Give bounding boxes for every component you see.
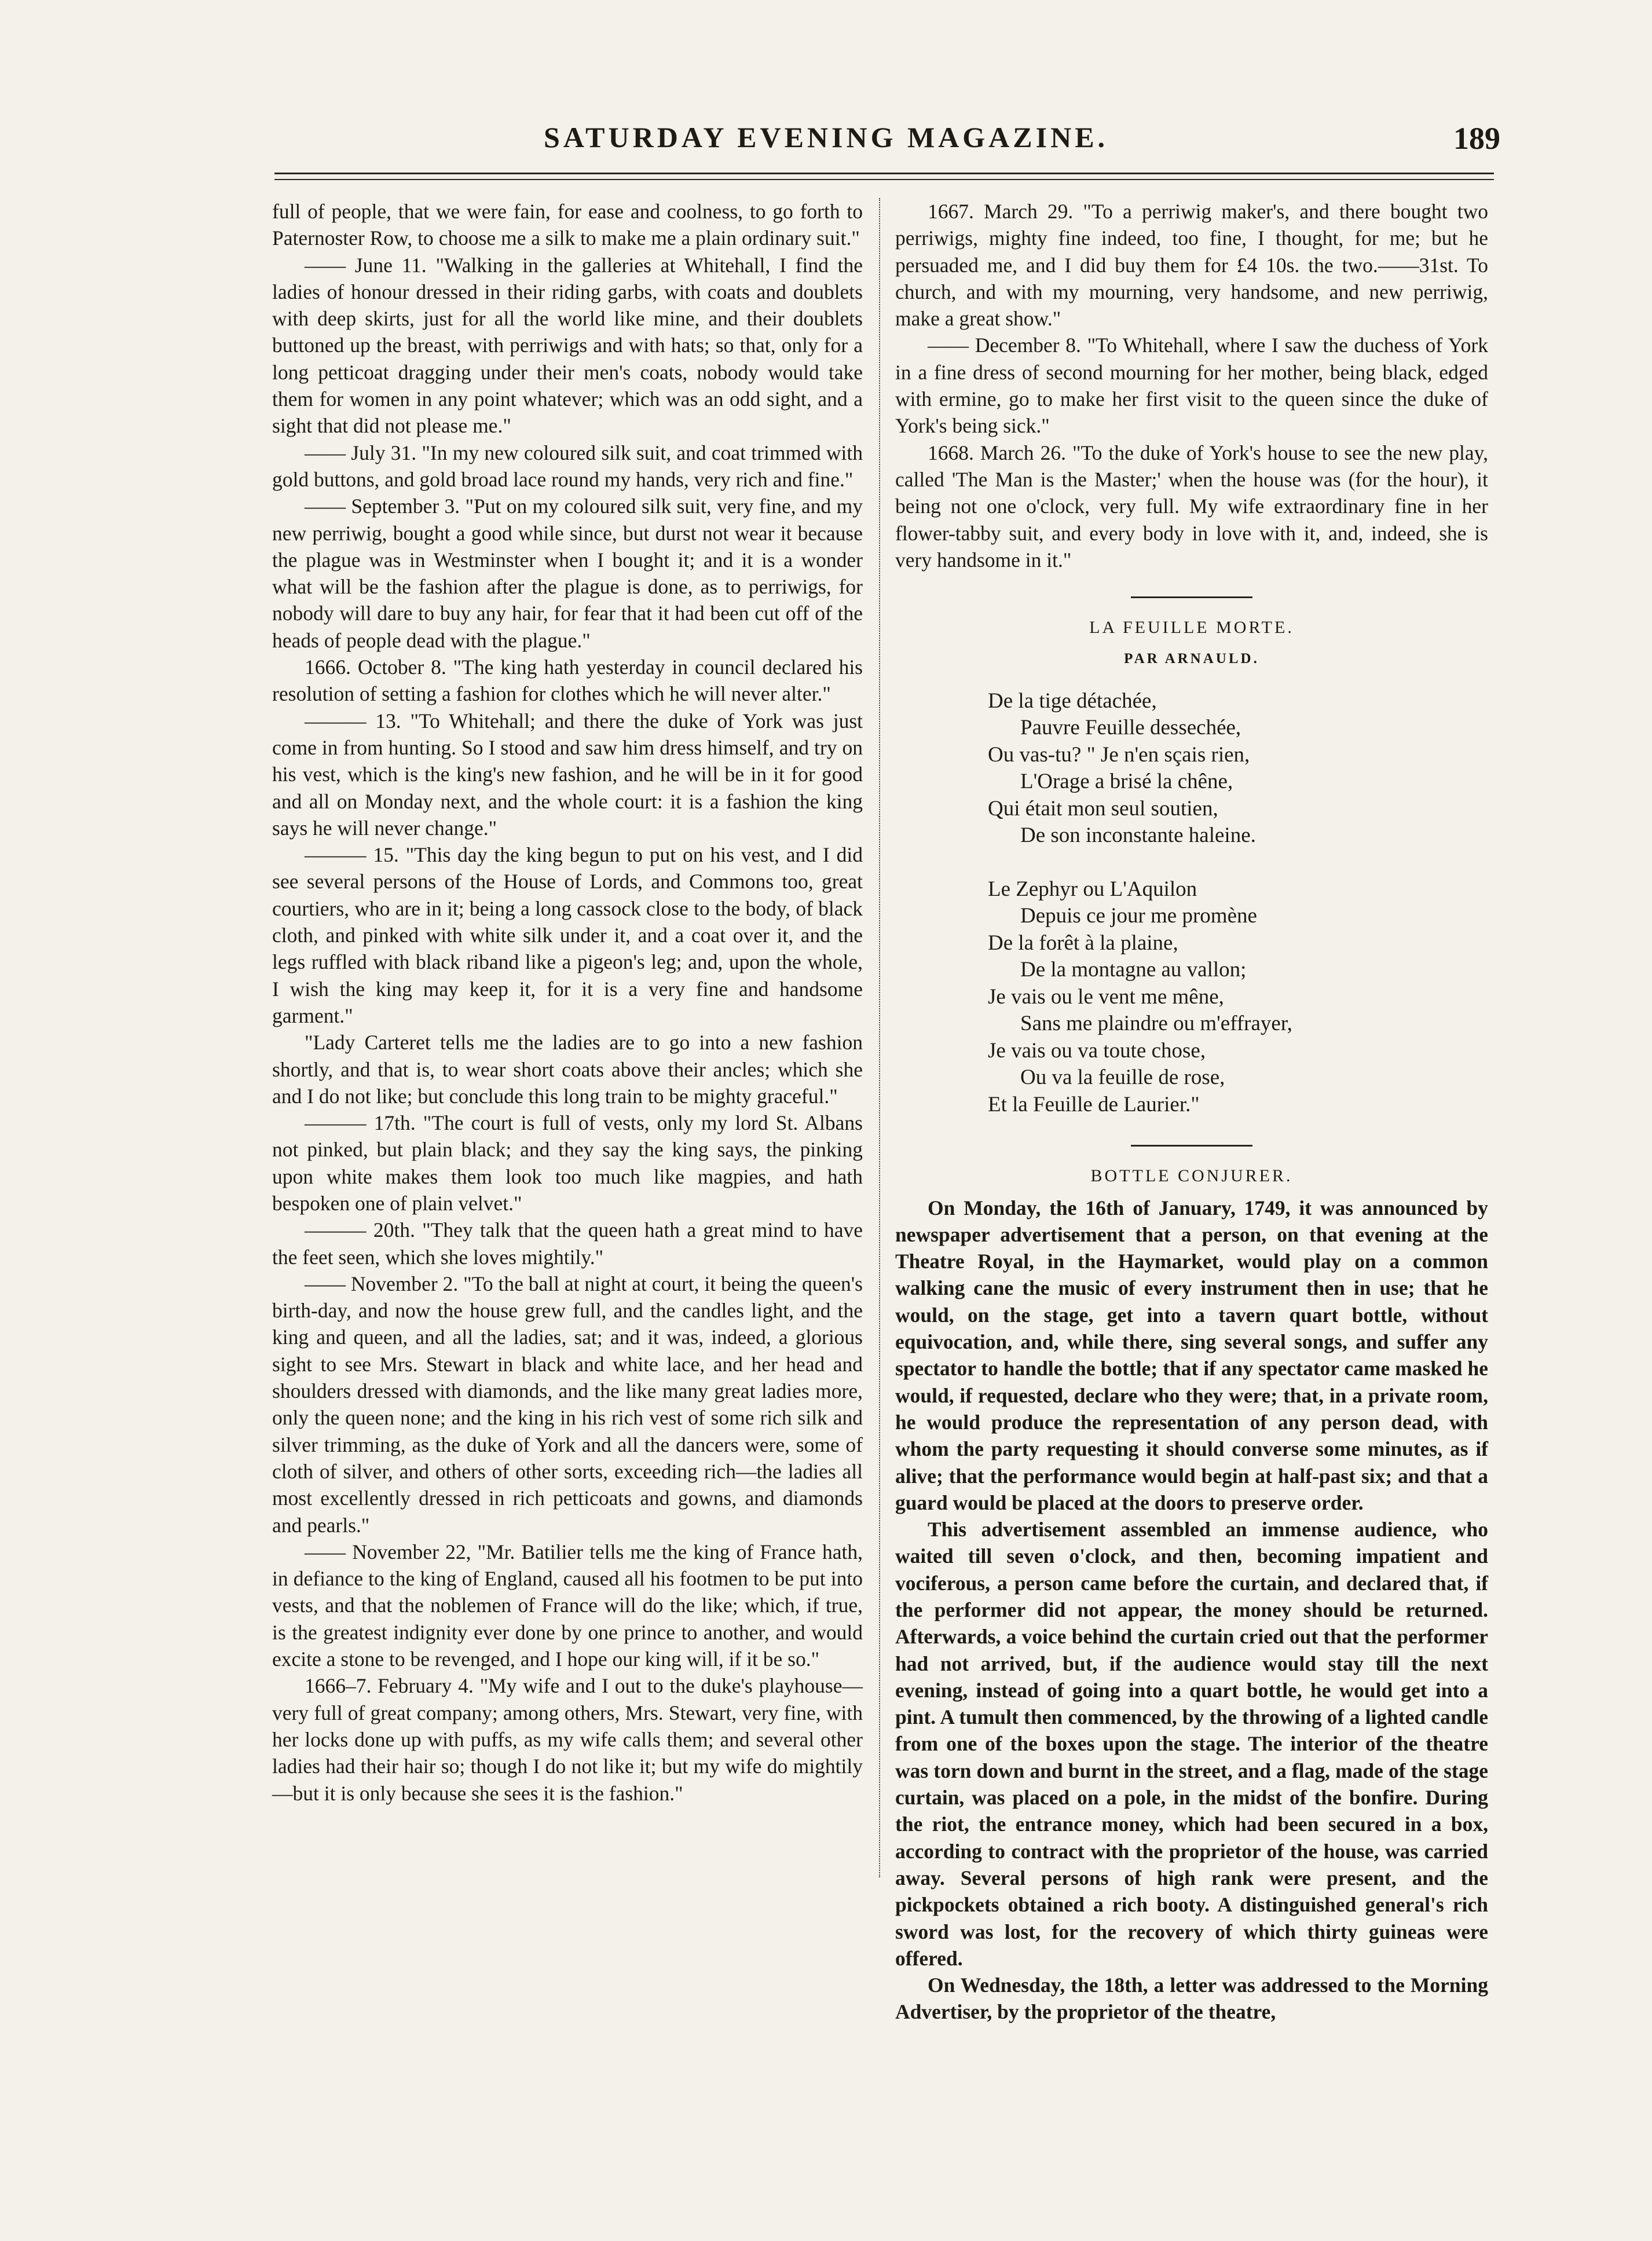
poem xyxy=(988,688,1488,1119)
poem-line: De la tige détachée, xyxy=(988,689,1157,713)
diary-entry: 1668. March 26. "To the duke of York's house to see the new play, called 'The Man is the Master;' when the house was (for the hour), it being not one o'clock, very full. My wife extraordinary fine in her flower-tabby suit, and every body in love with it, and, indeed, she is very handsome in it." xyxy=(895,441,1488,572)
article-paragraph: On Wednesday, the 18th, a letter was addressed to the Morning Advertiser, by the proprietor of the theatre, xyxy=(895,1973,1488,2024)
diary-entry: 1666–7. February 4. "My wife and I out to the duke's playhouse—very full of great company; among others, Mrs. Stewart, very fine, with her locks done up with puffs, as my wife calls them; and several other ladies had their hair so; though I do not like it; but my wife do mightily—but it is only because she sees it is the fashion." xyxy=(272,1674,863,1805)
diary-entries-continued xyxy=(895,198,1488,573)
diary-entry: —— November 2. "To the ball at night at court, it being the queen's birth-day, and now the house grew full, and the candles light, and the king and queen, and all the ladies, sat; and it was, indeed, a glorious sight to see Mrs. Stewart in black and white lace, and her head and shoulders dressed with diamonds, and the like many great ladies more, only the queen none; and the king in his rich vest of some rich silk and silver trimming, as the duke of York and all the dancers were, some of cloth of silver, and others of other sorts, exceeding rich—the ladies all most excellently dressed in rich petticoats and gowns, and diamonds and pearls." xyxy=(272,1272,863,1537)
poem-stanza xyxy=(988,688,1488,849)
poem-line: Depuis ce jour me promène xyxy=(1020,904,1257,928)
diary-entry: full of people, that we were fain, for ease and coolness, to go forth to Paternoster Row, to choose me a silk to make me a plain ordinary suit." xyxy=(272,200,863,250)
poem-line: Pauvre Feuille dessechée, xyxy=(1020,716,1241,740)
diary-entry: ——— 20th. "They talk that the queen hath a great mind to have the feet seen, which she loves mightily." xyxy=(272,1218,863,1269)
poem-line: Je vais ou va toute chose, xyxy=(988,1038,1206,1063)
poem-line: De la montagne au vallon; xyxy=(1020,958,1247,982)
poem-title: LA FEUILLE MORTE. xyxy=(1089,618,1294,638)
article-body xyxy=(895,1195,1488,2026)
poem-line: Ou vas-tu? " Je n'en sçais rien, xyxy=(988,742,1250,767)
diary-entry: —— November 22, "Mr. Batilier tells me the king of France hath, in defiance to the king of England, caused all his footmen to be put into vests, and that the noblemen of France will do the like; which, if true, is the greatest indignity ever done by one prince to another, and would excite a stone to be revenged, and I hope our king will, if it be so." xyxy=(272,1540,863,1671)
poem-byline: PAR ARNAULD. xyxy=(1124,651,1259,667)
right-column xyxy=(895,198,1488,2026)
poem-line: Ou va la feuille de rose, xyxy=(1020,1065,1225,1090)
column-divider xyxy=(879,198,880,1877)
article-title: BOTTLE CONJURER. xyxy=(1090,1166,1293,1186)
diary-entry: —— July 31. "In my new coloured silk suit, and coat trimmed with gold buttons, and gold broad lace round my hands, very rich and fine." xyxy=(272,441,863,491)
poem-line: Qui était mon seul soutien, xyxy=(988,796,1218,821)
left-column xyxy=(272,198,863,1807)
diary-entry: "Lady Carteret tells me the ladies are to go into a new fashion shortly, and that is, to wear short coats above their ancles; which she and I do not like; but conclude this long train to be mighty graceful." xyxy=(272,1031,863,1108)
diary-entry: —— September 3. "Put on my coloured silk suit, very fine, and my new perriwig, bought a good while since, but durst not wear it because the plague was in Westminster when I bought it; and it is a wonder what will be the fashion after the plague is done, as to perriwigs, for nobody will dare to buy any hair, for fear that it had been cut off of the heads of people dead with the plague." xyxy=(272,495,863,652)
diary-entry: ——— 13. "To Whitehall; and there the duke of York was just come in from hunting. So I stood and saw him dress himself, and try on his vest, which is the king's new fashion, and he will be in it for good and all on Monday next, and the whole court: it is a fashion the king says he will never change." xyxy=(272,709,863,840)
running-head xyxy=(0,120,1652,161)
article-paragraph: On Monday, the 16th of January, 1749, it was announced by newspaper advertisement that a person, on that evening at the Theatre Royal, in the Haymarket, would play on a common walking cane the music of every instrument then in use; that he would, on the stage, get into a tavern quart bottle, without equivocation, and, while there, sing several songs, and suffer any spectator to handle the bottle; that if any spectator came masked he would, if requested, declare who they were; that, in a private room, he would produce the representation of any person dead, with whom the party requesting it should converse some minutes, as if alive; that the performance would begin at half-past six; and that a guard would be placed at the doors to preserve order. xyxy=(895,1196,1488,1514)
poem-stanza xyxy=(988,876,1488,1119)
diary-entry: —— December 8. "To Whitehall, where I saw the duchess of York in a fine dress of second mourning for her mother, being black, edged with ermine, go to make her first visit to the queen since the duke of York's being sick." xyxy=(895,334,1488,438)
section-separator xyxy=(1131,596,1252,598)
poem-line: Le Zephyr ou L'Aquilon xyxy=(988,877,1197,901)
section-separator xyxy=(1131,1145,1252,1147)
poem-line: Je vais ou le vent me mêne, xyxy=(988,984,1224,1009)
poem-line: De son inconstante haleine. xyxy=(1020,823,1256,848)
diary-entry: ——— 15. "This day the king begun to put on his vest, and I did see several persons of the House of Lords, and Commons too, great courtiers, who are in it; being a long cassock close to the body, of black cloth, and pinked with white silk under it, and a coat over it, and the legs ruffled with black riband like a pigeon's leg; and, upon the whole, I wish the king may keep it, for it is a very fine and handsome garment." xyxy=(272,843,863,1027)
diary-entry: ——— 17th. "The court is full of vests, only my lord St. Albans not pinked, but plain black; and they say the king says, the pinking upon white makes them look too much like magpies, and hath bespoken one of plain velvet." xyxy=(272,1111,863,1215)
poem-line: Et la Feuille de Laurier." xyxy=(988,1092,1200,1116)
poem-line: L'Orage a brisé la chêne, xyxy=(1020,770,1233,794)
diary-entry: —— June 11. "Walking in the galleries at Whitehall, I find the ladies of honour dressed in their riding garbs, with coats and doublets with deep skirts, just for all the world like mine, and their doublets buttoned up the breast, with perriwigs and with hats; so that, only for a long petticoat dragging under their men's coats, nobody would take them for women in any point whatever; which was an odd sight, and a sight that did not please me." xyxy=(272,253,863,438)
diary-entry: 1666. October 8. "The king hath yesterday in council declared his resolution of setting a fashion for clothes which he will never alter." xyxy=(272,656,863,706)
poem-line: Sans me plaindre ou m'effrayer, xyxy=(1020,1012,1292,1036)
running-title: SATURDAY EVENING MAGAZINE. xyxy=(543,121,1109,153)
page-number: 189 xyxy=(1453,121,1500,156)
diary-entry: 1667. March 29. "To a perriwig maker's, and there bought two perriwigs, mighty fine indeed, too fine, I thought, for me; but he persuaded me, and I did buy them for £4 10s. the two.——31st. To church, and with my mourning, very handsome, and new perriwig, make a great show." xyxy=(895,200,1488,331)
header-rule xyxy=(274,173,1494,180)
poem-line: De la forêt à la plaine, xyxy=(988,931,1178,955)
article-paragraph: This advertisement assembled an immense audience, who waited till seven o'clock, and then, becoming impatient and vociferous, a person came before the curtain, and declared that, if the performer did not appear, the money should be returned. Afterwards, a voice behind the curtain cried out that the performer had not arrived, but, if the audience would stay till the next evening, instead of going into a quart bottle, he would get into a pint. A tumult then commenced, by the throwing of a lighted candle from one of the boxes upon the stage. The interior of the theatre was torn down and burnt in the street, and a flag, made of the stage curtain, was placed on a pole, in the midst of the bonfire. During the riot, the entrance money, which had been secured in a box, according to contract with the proprietor of the house, was carried away. Several persons of high rank were present, and the pickpockets obtained a rich booty. A distinguished general's rich sword was lost, for the recovery of which thirty guineas were offered. xyxy=(895,1518,1488,1970)
